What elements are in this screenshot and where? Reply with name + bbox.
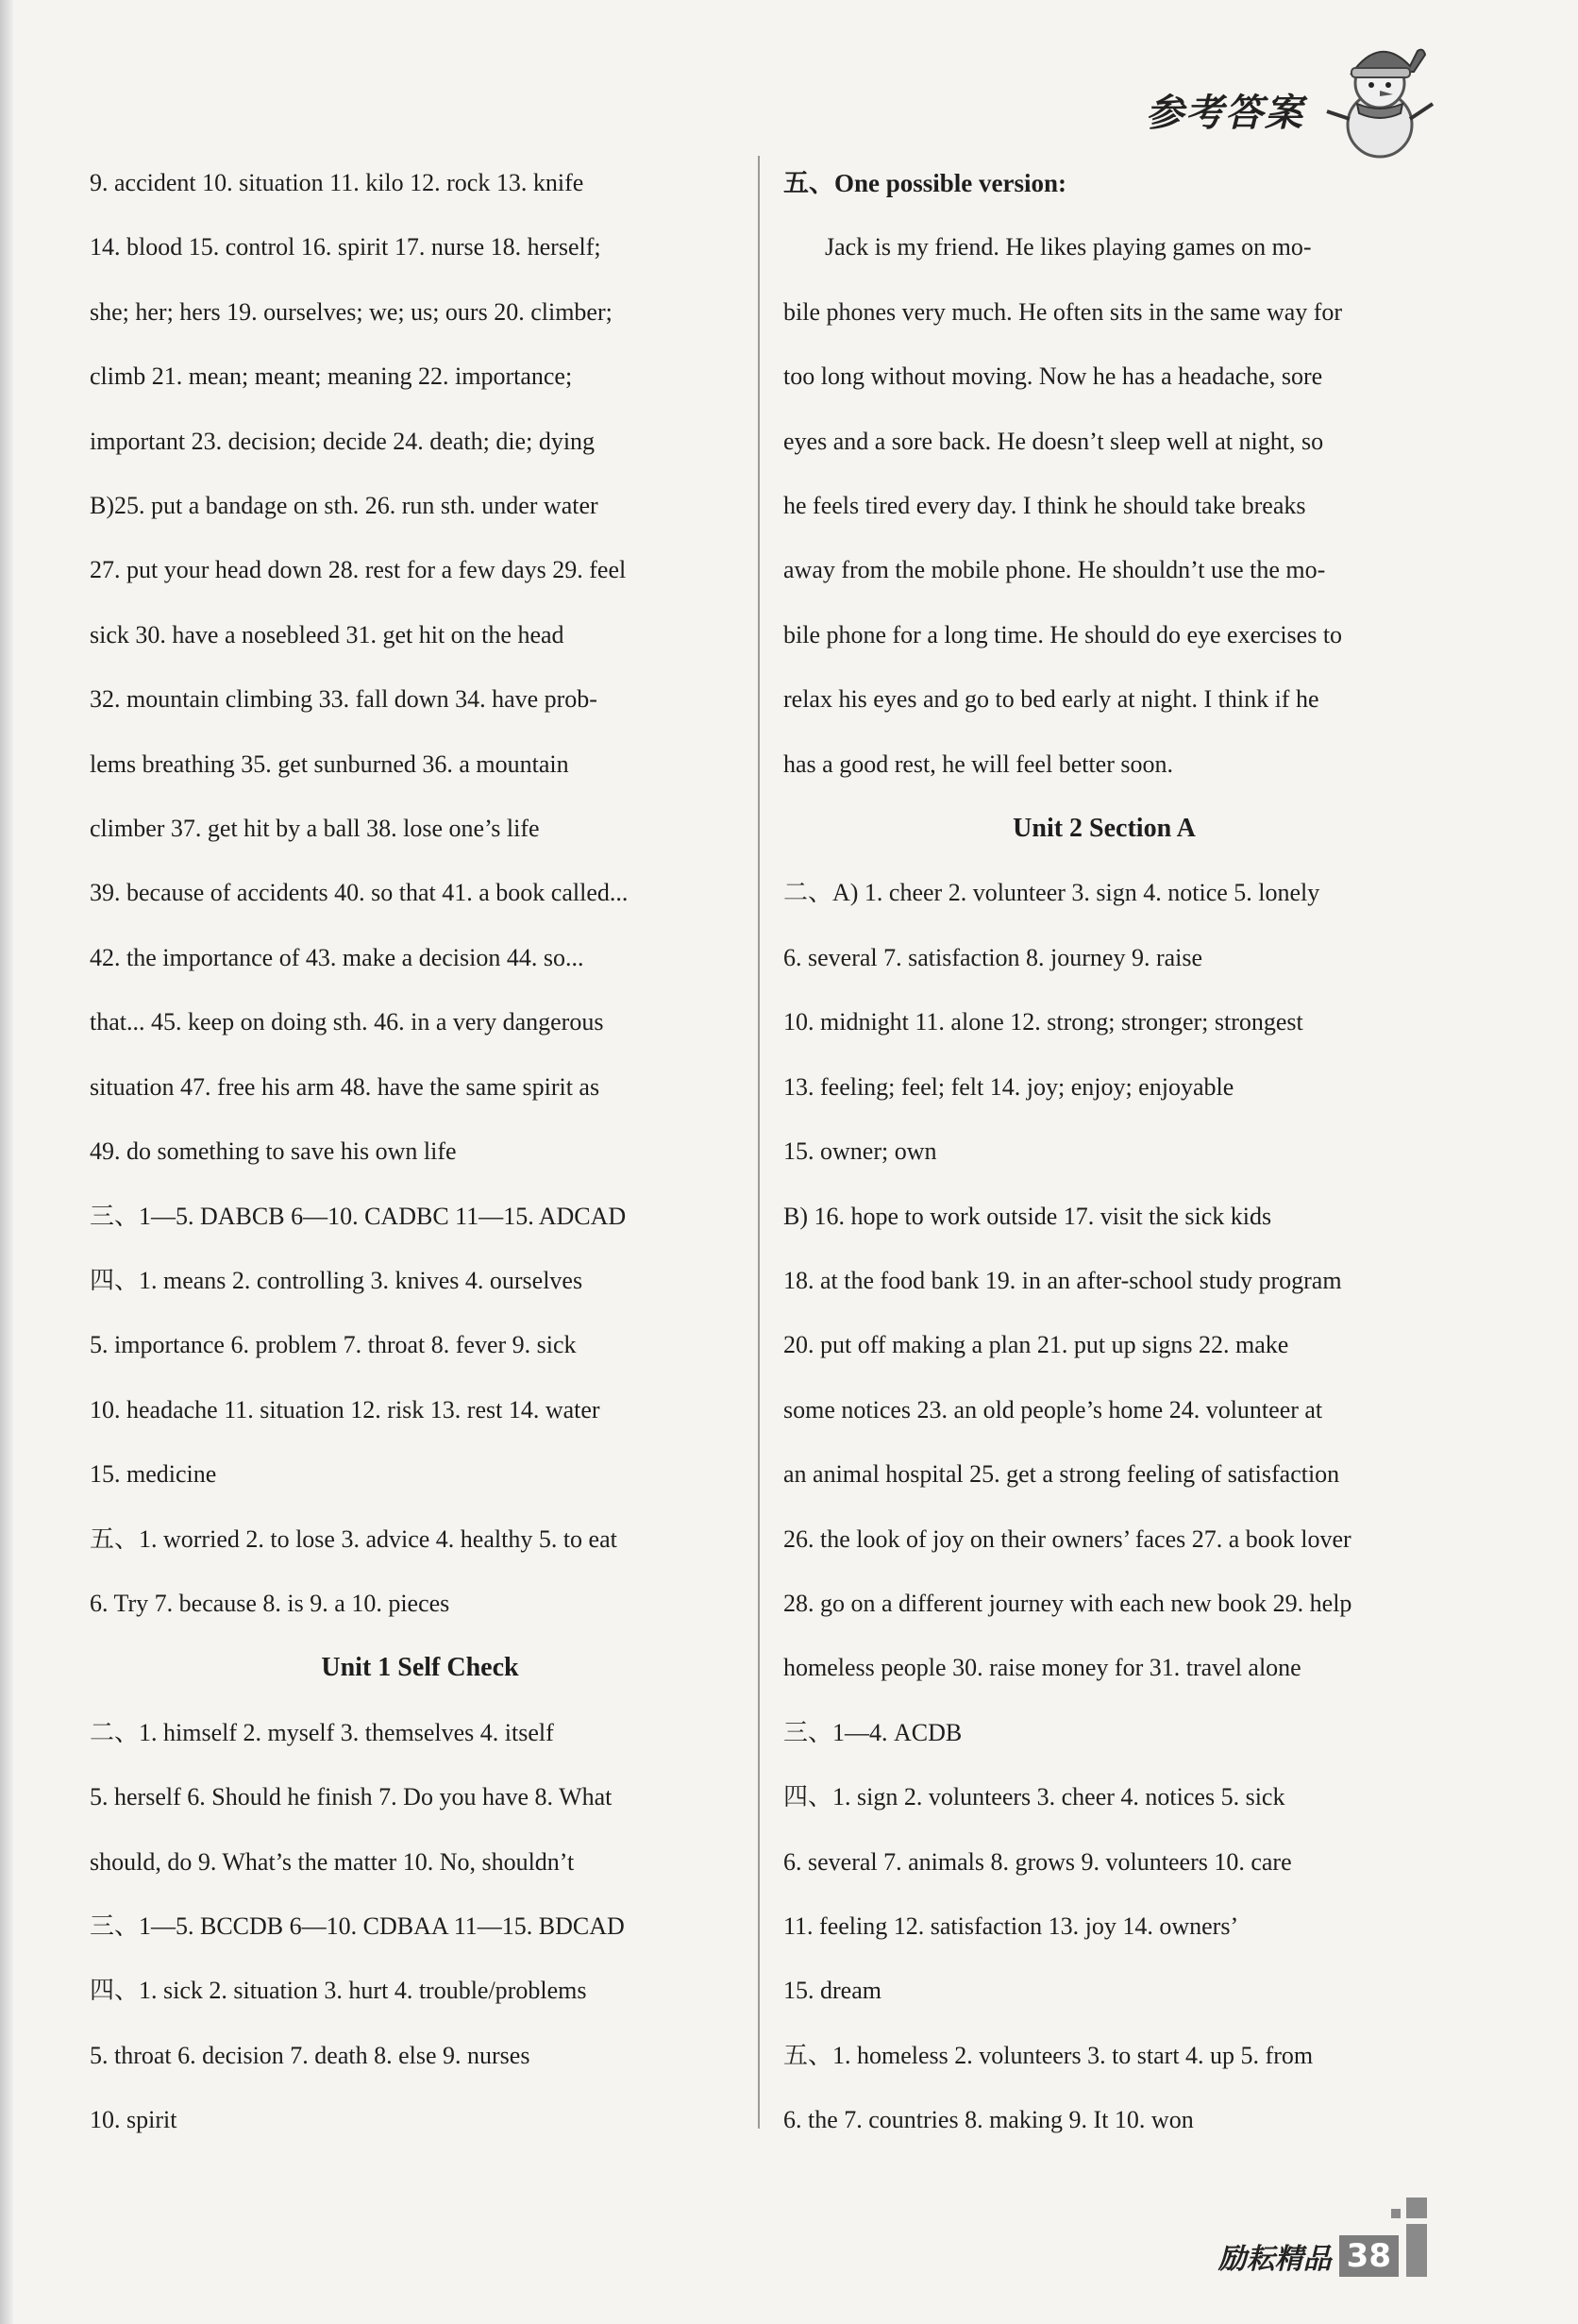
answer-line: 11. feeling 12. satisfaction 13. joy 14. owners’ bbox=[783, 1911, 1239, 1940]
column-divider bbox=[758, 156, 760, 2129]
answer-line: situation 47. free his arm 48. have the same spirit as bbox=[90, 1072, 600, 1101]
answer-line: 28. go on a different journey with each new book 29. help bbox=[783, 1589, 1352, 1617]
answer-line: 49. do something to save his own life bbox=[90, 1137, 457, 1166]
page-number: 38 bbox=[1339, 2235, 1399, 2277]
essay-line: Jack is my friend. He likes playing games on mo- bbox=[825, 233, 1312, 261]
page-footer bbox=[1218, 2235, 1399, 2277]
answer-line: 三、1—5. BCCDB 6—10. CDBAA 11—15. BDCAD bbox=[90, 1911, 625, 1940]
answer-line: 6. several 7. satisfaction 8. journey 9. raise bbox=[783, 943, 1203, 971]
answer-line: 15. dream bbox=[783, 1977, 881, 2005]
answer-line: lems breathing 35. get sunburned 36. a mountain bbox=[90, 749, 569, 778]
answer-line: 26. the look of joy on their owners’ faces 27. a book lover bbox=[783, 1524, 1351, 1553]
answer-line: 20. put off making a plan 21. put up signs 22. make bbox=[783, 1331, 1289, 1359]
answer-line: climber 37. get hit by a ball 38. lose one’s life bbox=[90, 815, 540, 843]
answer-line: 10. midnight 11. alone 12. strong; stronger; strongest bbox=[783, 1008, 1303, 1036]
left-column bbox=[90, 151, 750, 2153]
answer-line: should, do 9. What’s the matter 10. No, shouldn’t bbox=[90, 1847, 575, 1876]
answer-line: important 23. decision; decide 24. death; die; dying bbox=[90, 427, 596, 455]
answer-line: 三、1—4. ACDB bbox=[783, 1718, 963, 1746]
answer-line: 13. feeling; feel; felt 14. joy; enjoy; enjoyable bbox=[783, 1072, 1234, 1101]
answer-line: 27. put your head down 28. rest for a few days 29. feel bbox=[90, 556, 627, 584]
answer-line: 42. the importance of 43. make a decision 44. so... bbox=[90, 943, 584, 971]
answer-line: 四、1. sick 2. situation 3. hurt 4. trouble/problems bbox=[90, 1977, 587, 2005]
essay-line: too long without moving. Now he has a headache, sore bbox=[783, 362, 1323, 391]
answer-line: 10. spirit bbox=[90, 2106, 177, 2134]
answer-line: 6. several 7. animals 8. grows 9. volunteers 10. care bbox=[783, 1847, 1292, 1876]
decor-square bbox=[1391, 2209, 1401, 2218]
answer-line: that... 45. keep on doing sth. 46. in a very dangerous bbox=[90, 1008, 604, 1036]
footer-brand: 励耘精品 bbox=[1217, 2243, 1332, 2276]
answer-line: 10. headache 11. situation 12. risk 13. rest 14. water bbox=[90, 1395, 600, 1423]
answer-line: 15. medicine bbox=[90, 1460, 217, 1489]
answer-line: B) 16. hope to work outside 17. visit the sick kids bbox=[783, 1202, 1272, 1230]
answer-line: homeless people 30. raise money for 31. travel alone bbox=[783, 1654, 1301, 1682]
decor-square bbox=[1406, 2198, 1427, 2218]
answer-line: B)25. put a bandage on sth. 26. run sth. under water bbox=[90, 492, 598, 520]
answer-line: 5. throat 6. decision 7. death 8. else 9. nurses bbox=[90, 2041, 530, 2069]
answer-line: 9. accident 10. situation 11. kilo 12. rock 13. knife bbox=[90, 169, 584, 196]
right-column bbox=[783, 151, 1425, 2153]
essay-line: bile phones very much. He often sits in the same way for bbox=[783, 297, 1343, 326]
essay-line: he feels tired every day. I think he should take breaks bbox=[783, 492, 1306, 520]
answer-line: 五、1. worried 2. to lose 3. advice 4. healthy 5. to eat bbox=[90, 1524, 617, 1553]
essay-line: relax his eyes and go to bed early at night. I think if he bbox=[783, 685, 1319, 714]
answer-line: some notices 23. an old people’s home 24. volunteer at bbox=[783, 1395, 1323, 1423]
answer-line: 5. importance 6. problem 7. throat 8. fever 9. sick bbox=[90, 1331, 577, 1359]
decor-square bbox=[1406, 2224, 1427, 2277]
answer-line: 6. Try 7. because 8. is 9. a 10. pieces bbox=[90, 1589, 450, 1617]
answer-line: sick 30. have a nosebleed 31. get hit on the head bbox=[90, 620, 564, 648]
essay-title: 五、One possible version: bbox=[783, 169, 1067, 197]
answer-line: she; her; hers 19. ourselves; we; us; ours 20. climber; bbox=[90, 297, 613, 326]
answer-line: 14. blood 15. control 16. spirit 17. nurse 18. herself; bbox=[90, 233, 601, 261]
section-heading: Unit 1 Self Check bbox=[321, 1653, 519, 1683]
answer-line: 二、A) 1. cheer 2. volunteer 3. sign 4. notice 5. lonely bbox=[783, 879, 1320, 907]
answer-line: 二、1. himself 2. myself 3. themselves 4. itself bbox=[90, 1718, 554, 1746]
answer-line: an animal hospital 25. get a strong feeling of satisfaction bbox=[783, 1460, 1340, 1489]
header-title: 参考答案 bbox=[1146, 92, 1304, 135]
answer-line: 四、1. means 2. controlling 3. knives 4. ourselves bbox=[90, 1266, 583, 1294]
answer-line: 三、1—5. DABCB 6—10. CADBC 11—15. ADCAD bbox=[90, 1202, 627, 1230]
answer-line: 四、1. sign 2. volunteers 3. cheer 4. notices 5. sick bbox=[783, 1783, 1285, 1811]
essay-line: has a good rest, he will feel better soon. bbox=[783, 749, 1173, 778]
answer-line: 32. mountain climbing 33. fall down 34. have prob- bbox=[90, 685, 597, 714]
answer-line: 18. at the food bank 19. in an after-school study program bbox=[783, 1266, 1342, 1294]
answer-line: 5. herself 6. Should he finish 7. Do you have 8. What bbox=[90, 1783, 613, 1811]
essay-line: eyes and a sore back. He doesn’t sleep well at night, so bbox=[783, 427, 1324, 455]
answer-line: climb 21. mean; meant; meaning 22. importance; bbox=[90, 362, 573, 391]
answer-line: 39. because of accidents 40. so that 41. a book called... bbox=[90, 879, 629, 907]
page-edge-shadow bbox=[0, 0, 13, 2324]
answer-line: 6. the 7. countries 8. making 9. It 10. won bbox=[783, 2106, 1194, 2134]
answer-line: 15. owner; own bbox=[783, 1137, 937, 1166]
page-header bbox=[1146, 83, 1304, 137]
snowman-icon bbox=[1323, 38, 1436, 160]
section-heading: Unit 2 Section A bbox=[1013, 814, 1196, 844]
answer-line: 五、1. homeless 2. volunteers 3. to start 4. up 5. from bbox=[783, 2041, 1314, 2069]
essay-line: away from the mobile phone. He shouldn’t use the mo- bbox=[783, 556, 1326, 584]
essay-line: bile phone for a long time. He should do eye exercises to bbox=[783, 620, 1343, 648]
